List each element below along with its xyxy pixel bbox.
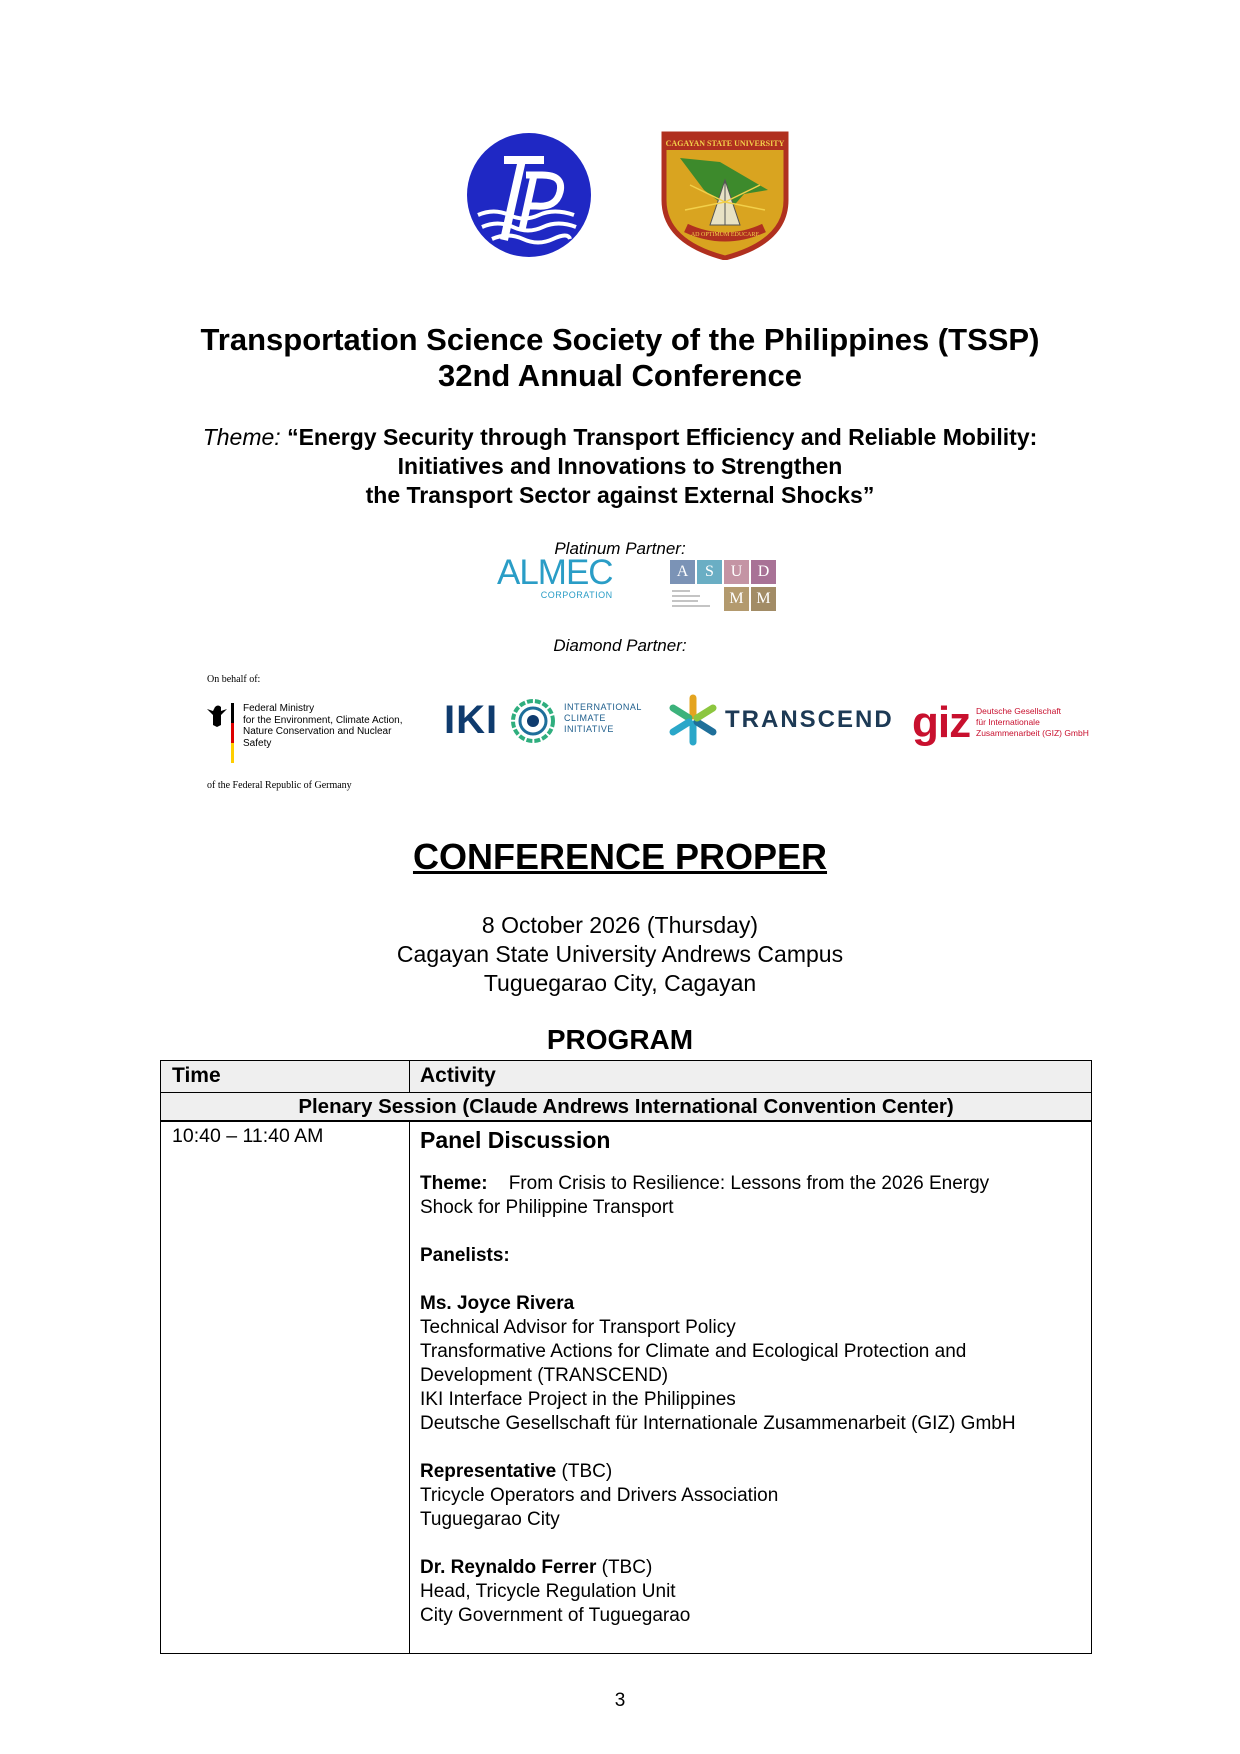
asud-letter: A: [670, 560, 695, 584]
panelist-name: Dr. Reynaldo Ferrer: [420, 1557, 597, 1578]
event-date: 8 October 2026 (Thursday): [481, 912, 759, 938]
bmu-on-behalf: On behalf of:: [207, 674, 261, 685]
theme-text-1: “Energy Security through Transport Efficiency and Reliable Mobility:: [287, 424, 1038, 450]
almec-sub: CORPORATION: [540, 590, 613, 600]
panelists-label: Panelists:: [420, 1245, 510, 1266]
column-divider: [409, 1061, 410, 1092]
panelist: [420, 1556, 1080, 1628]
asud-letter: M: [724, 587, 749, 611]
theme-label: Theme:: [202, 424, 281, 450]
activity-theme-text: From Crisis to Resilience: Lessons from the 2026 Energy: [508, 1173, 990, 1194]
almec-name: ALMEC: [497, 553, 613, 592]
asud-letter: M: [751, 587, 776, 611]
panelist-name: Ms. Joyce Rivera: [420, 1293, 575, 1314]
event-city: Tuguegarao City, Cagayan: [483, 970, 757, 996]
activity-cell: [420, 1125, 1080, 1628]
giz-text: [976, 706, 1106, 739]
panelist-line: Tricycle Operators and Drivers Association: [420, 1485, 779, 1506]
diamond-partner-label: Diamond Partner:: [553, 636, 687, 655]
section-title: CONFERENCE PROPER: [412, 836, 828, 877]
column-divider: [409, 1122, 410, 1654]
panelist-suffix: (TBC): [596, 1557, 653, 1578]
iki-line: CLIMATE: [564, 713, 606, 723]
header-time: Time: [172, 1064, 221, 1087]
iki-target-icon: [510, 698, 556, 744]
panelist-line: Head, Tricycle Regulation Unit: [420, 1581, 676, 1602]
tssp-logo-icon: [464, 130, 594, 260]
time-cell: 10:40 – 11:40 AM: [172, 1125, 324, 1147]
event-venue: Cagayan State University Andrews Campus: [396, 941, 844, 967]
giz-line: Deutsche Gesellschaft: [976, 706, 1062, 716]
giz-line: für Internationale: [976, 717, 1040, 727]
german-eagle-flag-icon: [207, 703, 241, 765]
asud-letter: D: [751, 560, 776, 584]
tssp-logo: [464, 130, 594, 260]
bmu-line: Federal Ministry: [243, 703, 315, 714]
theme-line-1: [0, 424, 1240, 451]
csu-shield-icon: [660, 130, 790, 260]
transcend-star-icon: [667, 692, 719, 748]
transcend-word: TRANSCEND: [725, 706, 894, 733]
conference-edition-title: 32nd Annual Conference: [437, 358, 803, 393]
csu-name-text: CAGAYAN STATE UNIVERSITY: [665, 139, 785, 148]
conference-org-title: Transportation Science Society of the Philippines (TSSP): [200, 322, 1040, 357]
giz-word: giz: [912, 698, 971, 747]
asud-fine-print-icon: [670, 587, 720, 611]
panelist: [420, 1460, 1080, 1532]
panelist: [420, 1292, 1080, 1436]
panelist-name: Representative: [420, 1461, 557, 1482]
bmu-logo: [207, 703, 417, 763]
asud-logo: [670, 560, 776, 614]
iki-word: IKI: [444, 698, 499, 742]
almec-logo: [497, 553, 613, 600]
platinum-partner-label: Platinum Partner:: [554, 539, 686, 558]
theme-line-2: Initiatives and Innovations to Strengthen: [397, 453, 843, 479]
activity-theme-label: Theme:: [420, 1173, 488, 1194]
theme-line-3: the Transport Sector against External Shocks”: [365, 482, 875, 508]
bmu-text: [243, 703, 417, 749]
activity-theme-text-2: Shock for Philippine Transport: [420, 1197, 674, 1218]
giz-line: Zusammenarbeit (GIZ) GmbH: [976, 728, 1089, 738]
panelist-line: Deutsche Gesellschaft für Internationale Zusammenarbeit (GIZ) GmbH: [420, 1413, 1016, 1434]
page-number: 3: [614, 1690, 626, 1711]
table-header-row: [161, 1061, 1091, 1093]
iki-line: INITIATIVE: [564, 724, 614, 734]
panelist-suffix: (TBC): [556, 1461, 613, 1482]
bmu-line: for the Environment, Climate Action,: [243, 714, 403, 726]
activity-theme: [420, 1172, 1080, 1196]
bmu-bottom-text: of the Federal Republic of Germany: [207, 780, 352, 791]
panelist-line: Tuguegarao City: [420, 1509, 560, 1530]
asud-letter: U: [724, 560, 749, 584]
csu-logo: [660, 130, 790, 260]
asud-letter: S: [697, 560, 722, 584]
iki-text: [564, 702, 654, 735]
panelist-line: Transformative Actions for Climate and Ecological Protection and: [420, 1341, 967, 1362]
session-row: Plenary Session (Claude Andrews International Convention Center): [161, 1093, 1091, 1122]
panelist-line: IKI Interface Project in the Philippines: [420, 1389, 736, 1410]
program-title: PROGRAM: [546, 1024, 694, 1055]
panelist-line: Technical Advisor for Transport Policy: [420, 1317, 736, 1338]
header-activity: Activity: [420, 1064, 496, 1087]
panelist-line: City Government of Tuguegarao: [420, 1605, 691, 1626]
csu-motto-text: AD OPTIMUM EDUCARE: [690, 232, 760, 238]
bmu-line: Nature Conservation and Nuclear Safety: [243, 726, 392, 749]
iki-line: INTERNATIONAL: [564, 702, 642, 712]
activity-title: Panel Discussion: [420, 1127, 611, 1153]
program-table: [160, 1060, 1092, 1654]
panelist-line: Development (TRANSCEND): [420, 1365, 669, 1386]
